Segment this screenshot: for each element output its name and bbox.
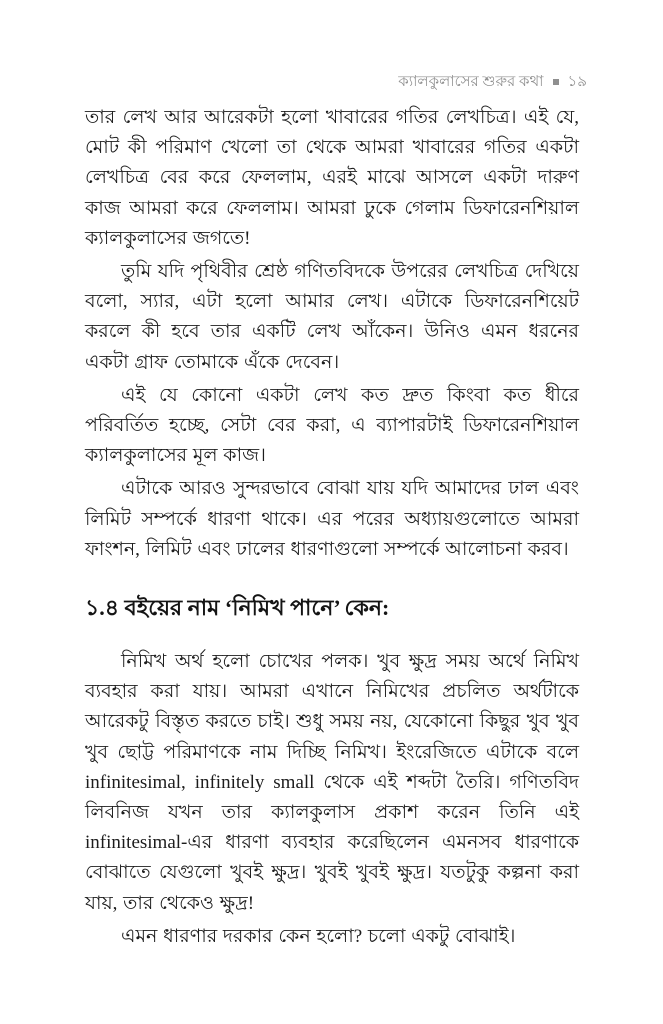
paragraph: তার লেখ আর আরেকটা হলো খাবারের গতির লেখচিত্র। এই যে, মোট কী পরিমাণ খেলো তা থেকে আমরা খাবারের গতির একটা লেখচিত্র বের করে ফেললাম, এরই মাঝে আসলে একটা দারুণ কাজ আমরা করে ফেললাম। আমরা ঢুকে গেলাম ডিফারেনশিয়াল ক্যালকুলাসের জগতে! <box>85 107 579 249</box>
running-header <box>85 72 587 92</box>
page-number: ১৯ <box>567 74 587 90</box>
paragraph: নিমিখ অর্থ হলো চোখের পলক। খুব ক্ষুদ্র সময় অর্থে নিমিখ ব্যবহার করা যায়। আমরা এখানে নিমিখের প্রচলিত অর্থটাকে আরেকটু বিস্তৃত করতে চাই। শুধু সময় নয়, যেকোনো কিছুর খুব খুব খুব ছোট্ট পরিমাণকে নাম দিচ্ছি নিমিখ। ইংরেজিতে এটাকে বলে infinitesimal, infinitely small থেকে এই শব্দটা তৈরি। গণিতবিদ লিবনিজ যখন তার ক্যালকুলাস প্রকাশ করেন তিনি এই infinitesimal-এর ধারণা ব্যবহার করেছিলেন এমনসব ধারণাকে বোঝাতে যেগুলো খুবই ক্ষুদ্র। খুবই খুবই ক্ষুদ্র। যতটুকু কল্পনা করা যায়, তার থেকেও ক্ষুদ্র! <box>85 651 579 914</box>
paragraph: এই যে কোনো একটা লেখ কত দ্রুত কিংবা কত ধীরে পরিবর্তিত হচ্ছে, সেটা বের করা, এ ব্যাপারটাই ডিফারেনশিয়াল ক্যালকুলাসের মূল কাজ। <box>85 384 579 467</box>
paragraph: এমন ধারণার দরকার কেন হলো? চলো একটু বোঝাই। <box>121 925 516 947</box>
square-bullet-icon <box>553 79 559 85</box>
page-content <box>85 103 579 955</box>
section-heading: ১.৪ বইয়ের নাম ‘নিমিখ পানে’ কেন: <box>85 595 390 621</box>
paragraph: তুমি যদি পৃথিবীর শ্রেষ্ঠ গণিতবিদকে উপরের লেখচিত্র দেখিয়ে বলো, স্যার, এটা হলো আমার লেখ। এটাকে ডিফারেনশিয়েট করলে কী হবে তার একটি লেখ আঁকেন। উনিও এমন ধরনের একটা গ্রাফ তোমাকে এঁকে দেবেন। <box>85 261 579 373</box>
paragraph: এটাকে আরও সুন্দরভাবে বোঝা যায় যদি আমাদের ঢাল এবং লিমিট সম্পর্কে ধারণা থাকে। এর পরের অধ্যায়গুলোতে আমরা ফাংশন, লিমিট এবং ঢালের ধারণাগুলো সম্পর্কে আলোচনা করব। <box>85 478 579 560</box>
running-title: ক্যালকুলাসের শুরুর কথা <box>398 74 544 90</box>
